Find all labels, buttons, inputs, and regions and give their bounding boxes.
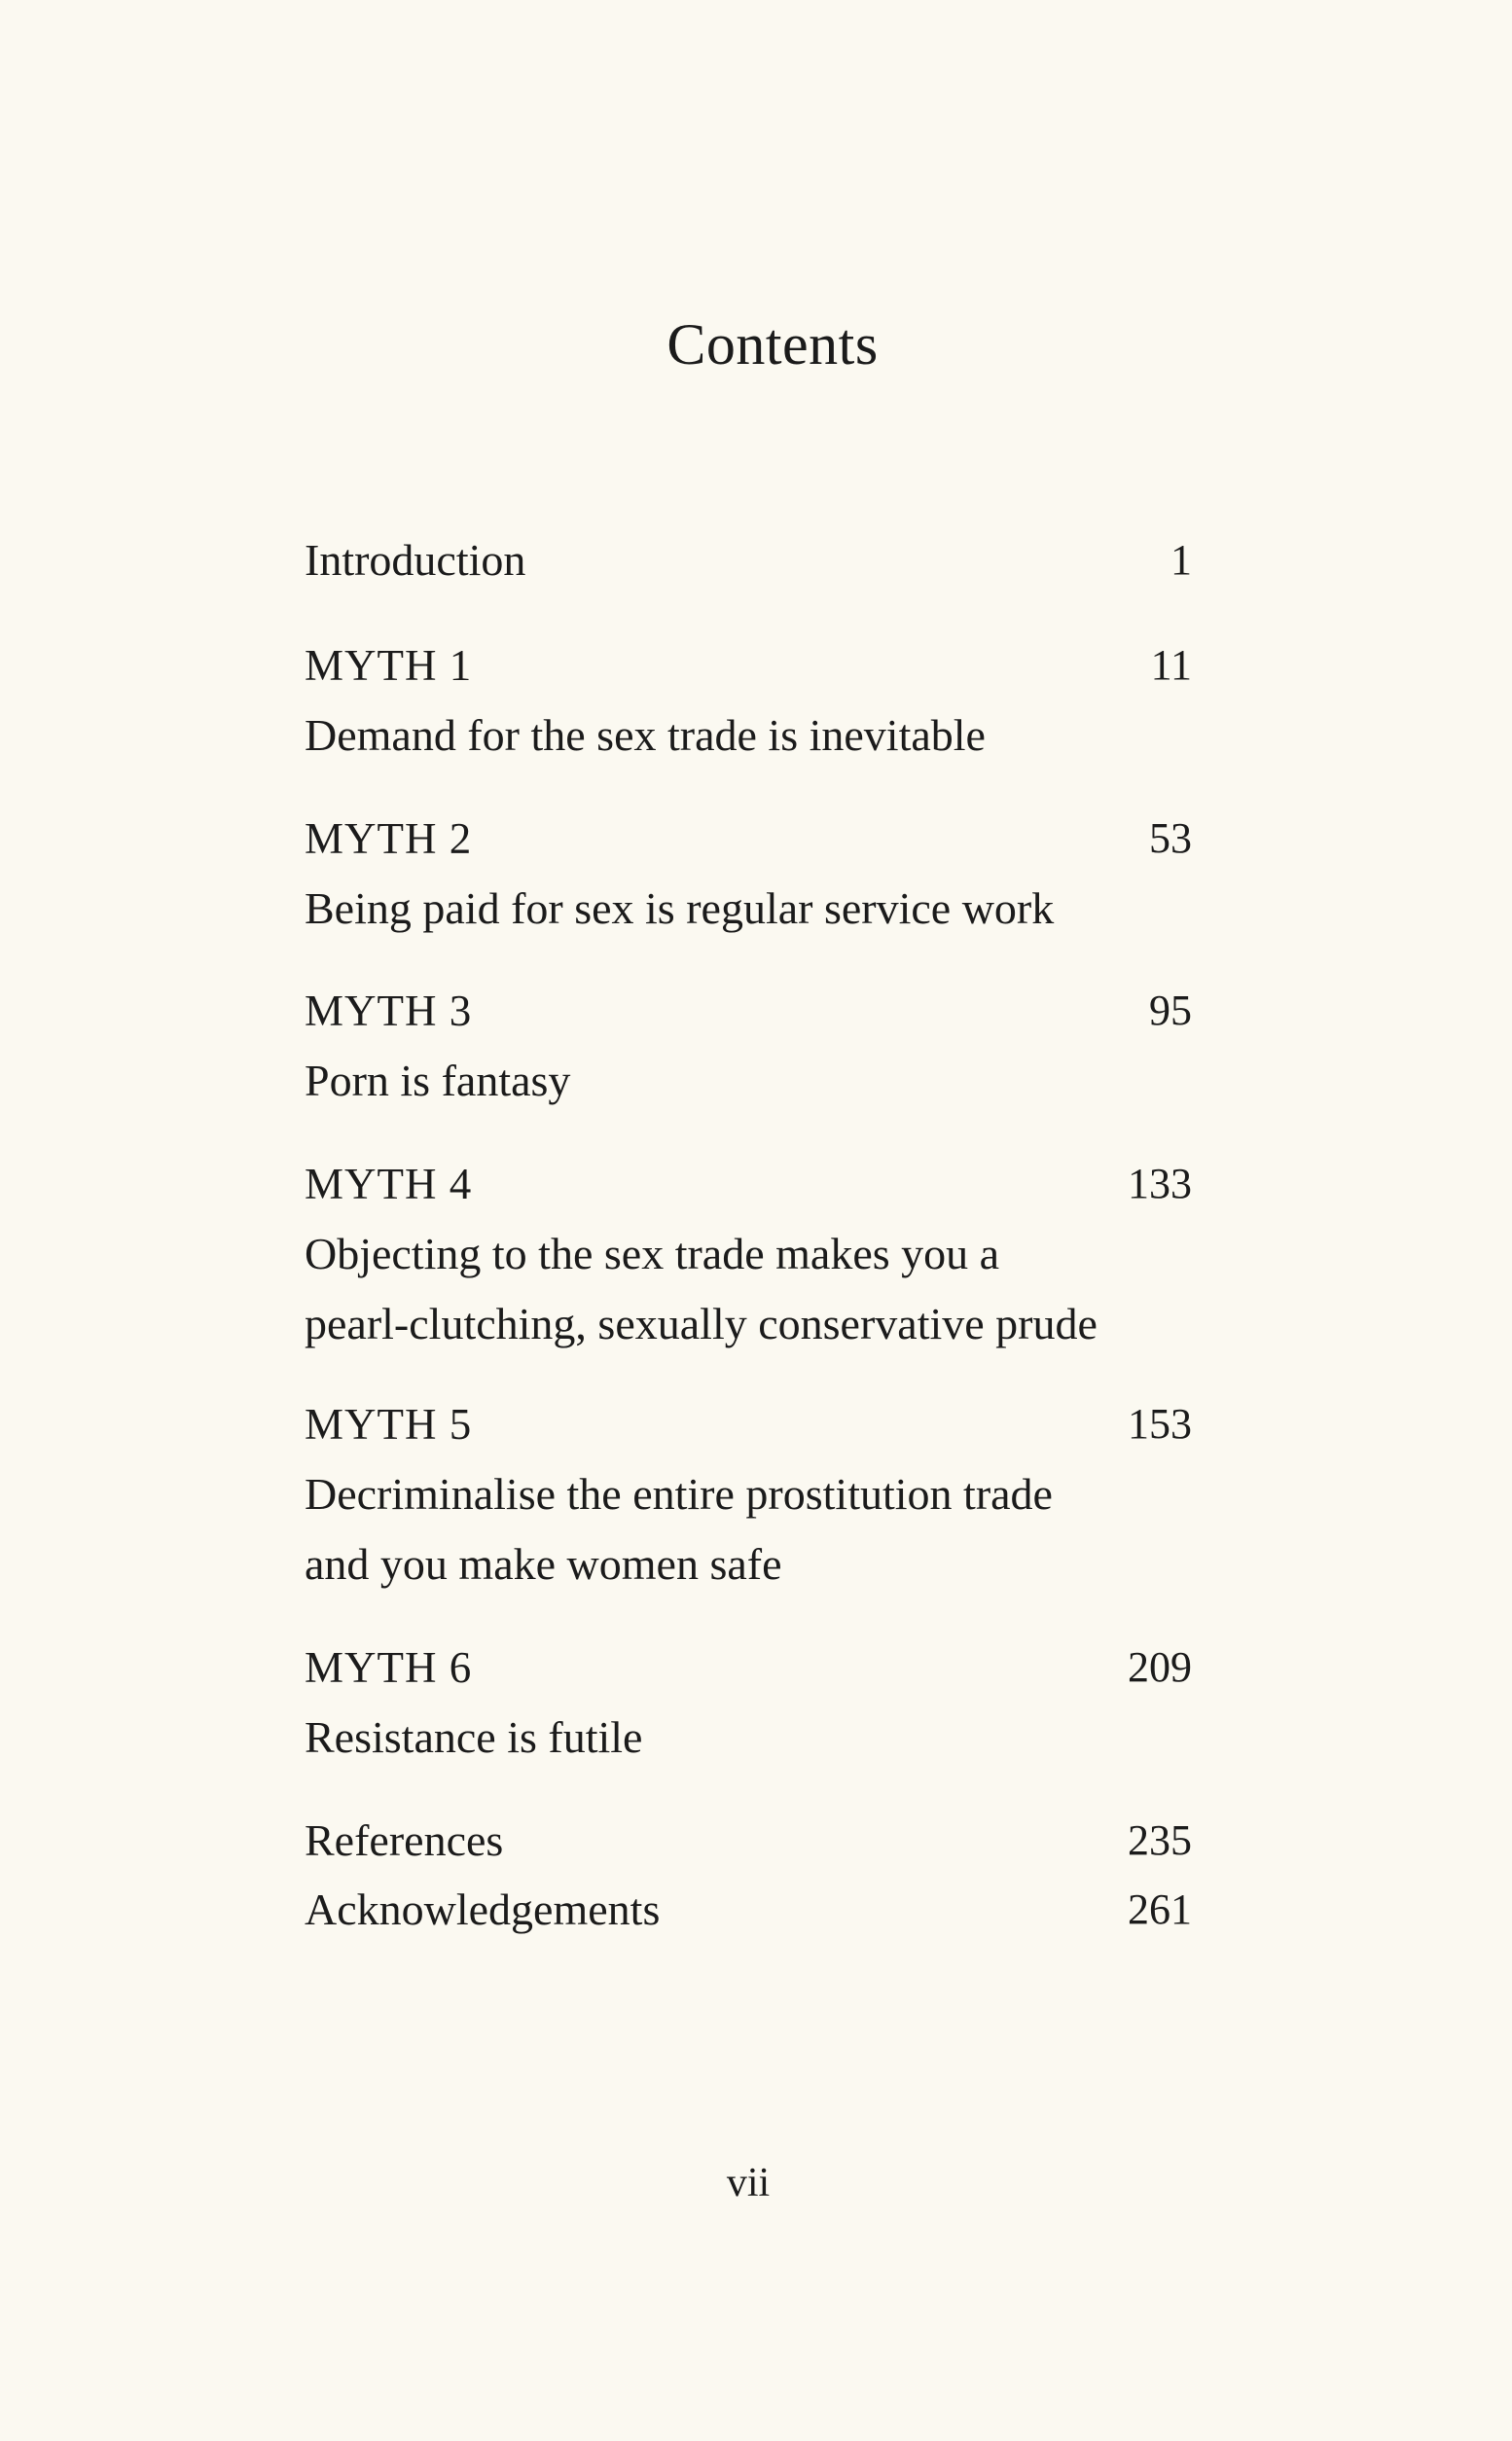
- toc-myth-title: Resistance is futile: [305, 1712, 643, 1762]
- toc-entry-introduction[interactable]: [305, 525, 1192, 595]
- page-number-footer: vii: [726, 2161, 771, 2206]
- toc-entry-myth-1[interactable]: [305, 630, 1192, 771]
- toc-entry-row: [305, 525, 1192, 595]
- toc-entry-myth-4[interactable]: [305, 1149, 1192, 1359]
- toc-myth-label: MYTH 2: [305, 814, 473, 863]
- toc-entry-row: [305, 804, 1192, 874]
- toc-myth-label: MYTH 4: [305, 1160, 473, 1208]
- toc-page-number: 133: [1128, 1160, 1192, 1207]
- toc-page-number: 209: [1128, 1643, 1192, 1691]
- toc-page-number: 11: [1150, 641, 1192, 689]
- toc-entry-title: References: [305, 1815, 504, 1865]
- toc-entry-acknowledgements[interactable]: [305, 1875, 1192, 1945]
- toc-entry-references[interactable]: [305, 1806, 1192, 1876]
- toc-myth-title: Porn is fantasy: [305, 1056, 571, 1105]
- toc-entry-title: Acknowledgements: [305, 1885, 661, 1934]
- toc-page-number: 235: [1128, 1816, 1192, 1864]
- toc-entry-row: [305, 630, 1192, 700]
- toc-entry-myth-6[interactable]: [305, 1633, 1192, 1773]
- toc-page-number: 1: [1170, 536, 1192, 584]
- toc-page-number: 261: [1128, 1885, 1192, 1933]
- toc-myth-title: Demand for the sex trade is inevitable: [305, 710, 986, 760]
- toc-entry-row: [305, 1389, 1192, 1459]
- toc-page-number: 53: [1149, 814, 1192, 862]
- toc-page-number: 153: [1128, 1400, 1192, 1448]
- toc-entry-row: [305, 1149, 1192, 1219]
- toc-entry-row: [305, 976, 1192, 1046]
- toc-page-number: 95: [1149, 987, 1192, 1034]
- toc-entry-myth-2[interactable]: [305, 804, 1192, 944]
- toc-myth-title: Being paid for sex is regular service work: [305, 883, 1055, 933]
- toc-myth-title-continued: pearl-clutching, sexually conservative prude: [305, 1299, 1098, 1348]
- toc-myth-title-continued: and you make women safe: [305, 1539, 782, 1589]
- toc-entry-myth-5[interactable]: [305, 1389, 1192, 1599]
- toc-myth-title: Decriminalise the entire prostitution trade: [305, 1469, 1053, 1519]
- toc-myth-label: MYTH 3: [305, 987, 473, 1035]
- toc-myth-title: Objecting to the sex trade makes you a: [305, 1229, 1000, 1278]
- toc-entry-title: Introduction: [305, 535, 526, 585]
- toc-myth-label: MYTH 1: [305, 641, 473, 690]
- toc-entry-myth-3[interactable]: [305, 976, 1192, 1116]
- toc-entry-row: [305, 1806, 1192, 1876]
- toc-entry-row: [305, 1633, 1192, 1703]
- toc-myth-label: MYTH 5: [305, 1400, 473, 1449]
- toc-myth-label: MYTH 6: [305, 1643, 473, 1692]
- toc-entry-row: [305, 1875, 1192, 1945]
- page-title: Contents: [666, 312, 879, 377]
